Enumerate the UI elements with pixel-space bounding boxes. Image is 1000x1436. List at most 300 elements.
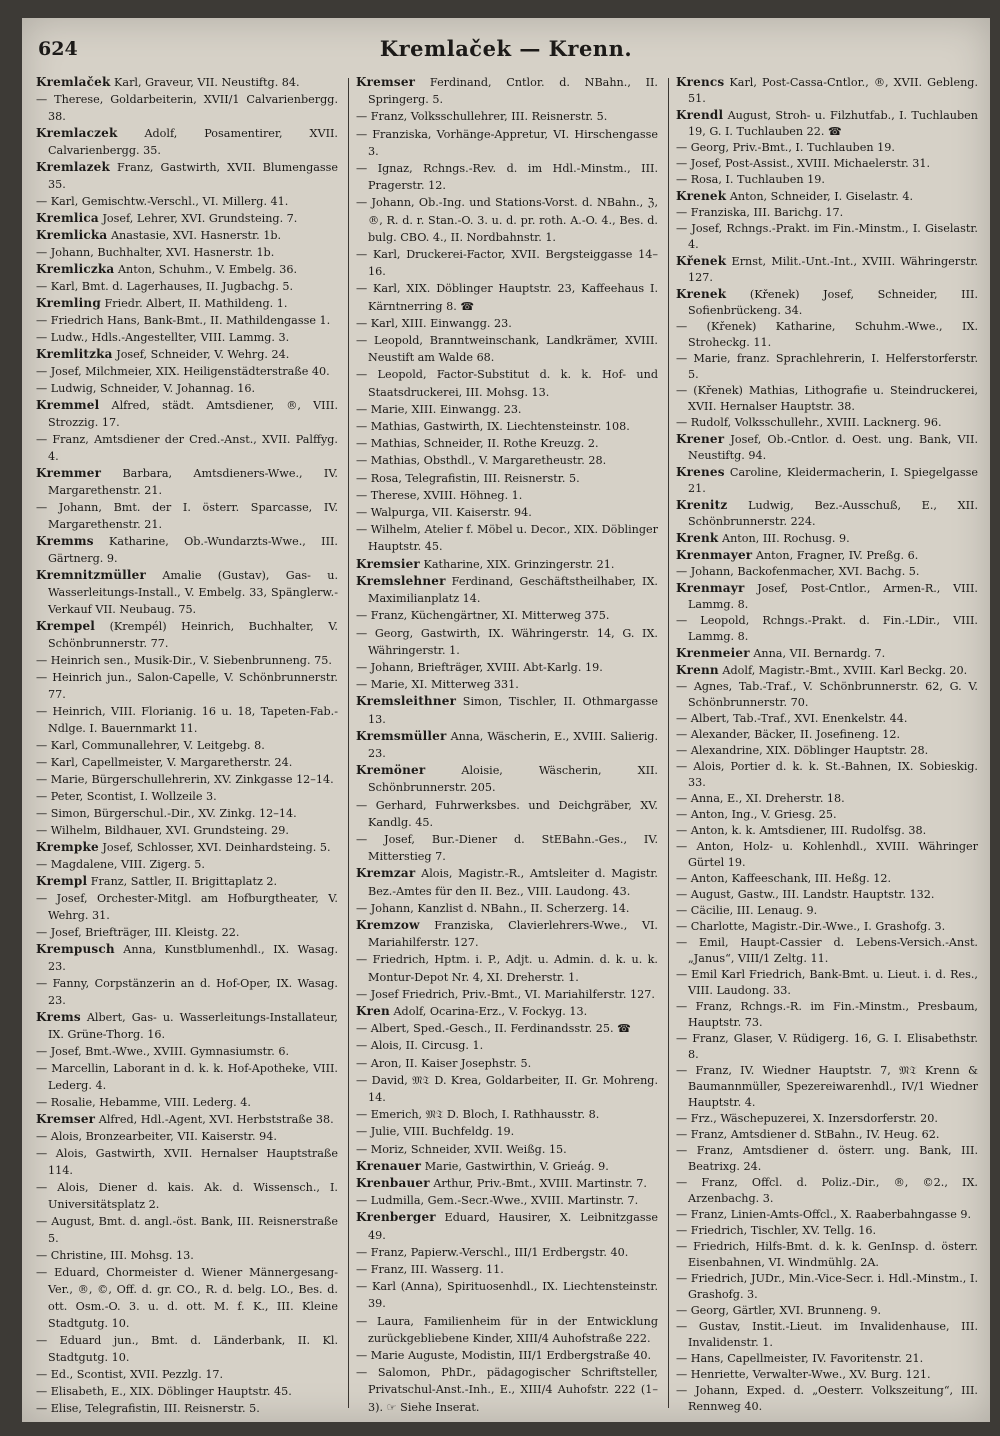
entry-details: — Agnes, Tab.-Traf., V. Schönbrunnerstr. 62, G. V. Schönbrunnerstr. 70.	[676, 680, 978, 709]
entry-details: Ernst, Milit.-Unt.-Int., XVIII. Währingerstr. 127.	[688, 255, 978, 284]
entry-details: — Leopold, Factor-Substitut d. k. k. Hof- und Staatsdruckerei, III. Mohsg. 13.	[356, 368, 658, 399]
directory-entry	[36, 924, 338, 941]
directory-entry	[676, 172, 978, 188]
entry-details: — Frz., Wäschepuzerei, X. Inzersdorferstr. 20.	[676, 1112, 938, 1125]
entry-details: — Fanny, Corpstänzerin an d. Hof-Oper, IX. Wasag. 23.	[36, 977, 338, 1007]
directory-entry	[356, 1175, 658, 1192]
directory-entry	[356, 504, 658, 521]
entry-details: — Friedrich, Hptm. i. P., Adjt. u. Admin. d. k. u. k. Montur-Depot Nr. 4, XI. Dreherstr. 1.	[356, 953, 658, 984]
directory-entry	[36, 329, 338, 346]
entry-details: Josef, Post-Cntlor., Armen-R., VIII. Lammg. 8.	[688, 582, 978, 611]
directory-entry	[676, 1239, 978, 1271]
entry-details: Amalie (Gustav), Gas- u. Wasserleitungs-Install., V. Embelg. 33, Spänglerw.-Verkauf VII. Neubaug. 75.	[48, 569, 338, 616]
page-number: 624	[38, 38, 78, 60]
directory-entry	[356, 194, 658, 246]
entry-details: — Hans, Capellmeister, IV. Favoritenstr. 21.	[676, 1352, 924, 1365]
column-divider	[348, 78, 349, 1408]
entry-details: — Elisabeth, E., XIX. Döblinger Hauptstr. 45.	[36, 1385, 292, 1398]
entry-details: — Rosa, I. Tuchlauben 19.	[676, 173, 825, 186]
entry-details: — Alois, II. Circusg. 1.	[356, 1039, 484, 1053]
entry-details: — Franz, III. Wasserg. 11.	[356, 1263, 504, 1277]
directory-entry	[676, 1127, 978, 1143]
entry-details: — Cäcilie, III. Lenaug. 9.	[676, 904, 818, 917]
directory-entry	[676, 935, 978, 967]
directory-entry	[356, 831, 658, 865]
directory-entry	[356, 246, 658, 280]
entry-details: — Heinrich jun., Salon-Capelle, V. Schönbrunnerstr. 77.	[36, 671, 338, 701]
directory-entry	[36, 261, 338, 278]
directory-entry	[676, 903, 978, 919]
entry-details: — Emerich, 𝔐𝔗 D. Bloch, I. Rathhausstr. 8.	[356, 1108, 600, 1122]
entry-details: — Marie, XIII. Einwangg. 23.	[356, 402, 522, 416]
directory-entry	[676, 107, 978, 140]
entry-surname: Kremser	[36, 1112, 96, 1126]
entry-details: Eduard, Hausirer, X. Leibnitzgasse 49.	[368, 1211, 658, 1242]
directory-entry	[36, 1179, 338, 1213]
entry-details: — Eduard, Chormeister d. Wiener Männergesang-Ver., ®, ©, Off. d. gr. CO., R. d. belg. LO., Bes. d. ott. Osm.-O. 3. u. d. ott. M. f. K., III. Kleine Stadtgutg. 10.	[36, 1266, 338, 1330]
directory-entry	[36, 1213, 338, 1247]
directory-entry	[356, 1278, 658, 1312]
directory-entry	[356, 435, 658, 452]
directory-entry	[356, 1244, 658, 1261]
entry-details: — Peter, Scontist, I. Wollzeile 3.	[36, 790, 217, 803]
directory-entry	[36, 1009, 338, 1043]
entry-surname: Krenitz	[676, 498, 728, 512]
directory-entry	[36, 363, 338, 380]
entry-details: Anton, III. Rochusg. 9.	[718, 532, 850, 545]
entry-details: — Johann, Buchhalter, XVI. Hasnerstr. 1b.	[36, 246, 275, 259]
entry-details: Josef, Ob.-Cntlor. d. Oest. ung. Bank, VII. Neustiftg. 94.	[688, 433, 978, 462]
entry-details: — Josef, Briefträger, III. Kleistg. 22.	[36, 926, 240, 939]
entry-details: — David, 𝔐𝔗 D. Krea, Goldarbeiter, II. Gr. Mohreng. 14.	[356, 1073, 658, 1104]
directory-entry	[676, 645, 978, 662]
entry-surname: Krempusch	[36, 942, 115, 956]
directory-entry	[36, 771, 338, 788]
directory-entry	[356, 487, 658, 504]
entry-surname: Kremms	[36, 534, 94, 548]
entry-details: Josef, Lehrer, XVI. Grundsteing. 7.	[98, 212, 298, 225]
directory-entry	[36, 941, 338, 975]
directory-entry	[36, 856, 338, 873]
directory-entry	[676, 1111, 978, 1127]
entry-surname: Krendl	[676, 108, 724, 122]
directory-entry	[356, 676, 658, 693]
directory-entry	[356, 1261, 658, 1278]
directory-entry	[676, 383, 978, 415]
entry-details: — Aron, II. Kaiser Josephstr. 5.	[356, 1056, 532, 1070]
directory-entry	[36, 737, 338, 754]
entry-details: Caroline, Kleidermacherin, I. Spiegelgasse 21.	[688, 466, 978, 495]
entry-details: — Ludw., Hdls.-Angestellter, VIII. Lammg. 3.	[36, 331, 290, 344]
entry-details: Katharine, Ob.-Wundarzts-Wwe., III. Gärtnerg. 9.	[48, 535, 338, 565]
entry-details: — Anna, E., XI. Dreherstr. 18.	[676, 792, 845, 805]
directory-entry	[676, 564, 978, 580]
entry-details: Franz, Sattler, II. Brigittaplatz 2.	[87, 875, 278, 888]
entry-details: Karl, Graveur, VII. Neustiftg. 84.	[110, 76, 300, 89]
directory-column-2	[356, 74, 658, 1418]
directory-entry	[676, 613, 978, 645]
directory-entry	[676, 807, 978, 823]
entry-details: Alfred, städt. Amtsdiener, ®, VIII. Strozzig. 17.	[48, 399, 338, 429]
directory-entry	[676, 791, 978, 807]
directory-entry	[36, 91, 338, 125]
directory-entry	[36, 1043, 338, 1060]
directory-entry	[676, 1223, 978, 1239]
directory-entry	[676, 351, 978, 383]
directory-entry	[676, 839, 978, 871]
entry-details: — August, Bmt. d. angl.-öst. Bank, III. Reisnerstraße 5.	[36, 1215, 338, 1245]
entry-details: Adolf, Ocarina-Erz., V. Fockyg. 13.	[389, 1004, 588, 1018]
entry-details: — Alois, Gastwirth, XVII. Hernalser Hauptstraße 114.	[36, 1147, 338, 1177]
entry-details: — Rudolf, Volksschullehr., XVIII. Lacknerg. 96.	[676, 416, 942, 429]
directory-entry	[676, 140, 978, 156]
entry-details: Ferdinand, Geschäftstheilhaber, IX. Maximilianplatz 14.	[368, 574, 658, 606]
directory-entry	[676, 871, 978, 887]
directory-entry	[36, 1145, 338, 1179]
entry-details: — Karl, XIII. Einwangg. 23.	[356, 316, 512, 330]
directory-entry	[36, 890, 338, 924]
entry-details: Katharine, XIX. Grinzingerstr. 21.	[419, 557, 615, 571]
directory-entry	[356, 108, 658, 125]
directory-entry	[356, 900, 658, 917]
entry-surname: Kremlazek	[36, 160, 110, 174]
directory-entry	[36, 1094, 338, 1111]
directory-entry	[676, 1303, 978, 1319]
entry-details: — Johann, Backofenmacher, XVI. Bachg. 5.	[676, 565, 920, 578]
directory-entry	[36, 873, 338, 890]
entry-surname: Kremnitzmüller	[36, 568, 147, 582]
entry-details: Alois, Magistr.-R., Amtsleiter d. Magistr. Bez.-Amtes für den II. Bez., VIII. Laudong. 43.	[368, 867, 658, 898]
directory-entry	[356, 693, 658, 727]
entry-details: Simon, Tischler, II. Othmargasse 13.	[368, 695, 658, 726]
directory-entry	[36, 227, 338, 244]
entry-surname: Kremsleithner	[356, 694, 457, 709]
directory-entry	[356, 452, 658, 469]
entry-details: — Ignaz, Rchngs.-Rev. d. im Hdl.-Minstm., III. Pragerstr. 12.	[356, 162, 658, 193]
entry-details: — Franziska, Vorhänge-Appretur, VI. Hirschengasse 3.	[356, 127, 658, 158]
entry-details: Ferdinand, Cntlor. d. NBahn., II. Springerg. 5.	[368, 76, 658, 107]
entry-details: — Mathias, Gastwirth, IX. Liechtensteinstr. 108.	[356, 420, 630, 434]
entry-surname: Krenes	[676, 465, 725, 479]
entry-details: Franziska, Clavierlehrers-Wwe., VI. Mariahilferstr. 127.	[368, 918, 658, 950]
directory-entry	[356, 280, 658, 314]
directory-entry	[676, 205, 978, 221]
entry-details: — Franz, Rchngs.-R. im Fin.-Minstm., Presbaum, Hauptstr. 73.	[676, 1000, 978, 1029]
directory-entry	[676, 253, 978, 286]
directory-entry	[356, 1364, 658, 1416]
entry-surname: Kremmel	[36, 398, 100, 412]
directory-entry	[356, 762, 658, 796]
directory-entry	[676, 431, 978, 464]
directory-entry	[36, 74, 338, 91]
directory-entry	[36, 125, 338, 159]
entry-details: — Georg, Gärtler, XVI. Brunneng. 9.	[676, 1304, 882, 1317]
directory-entry	[676, 711, 978, 727]
entry-surname: Kremöner	[356, 763, 426, 778]
entry-details: — Therese, XVIII. Höhneg. 1.	[356, 488, 523, 502]
directory-page	[22, 18, 990, 1422]
entry-details: Anton, Fragner, IV. Preßg. 6.	[752, 549, 919, 562]
entry-details: — Anton, k. k. Amtsdiener, III. Rudolfsg. 38.	[676, 824, 927, 837]
entry-details: — Franz, Amtsdiener d. StBahn., IV. Heug. 62.	[676, 1128, 940, 1141]
directory-entry	[676, 679, 978, 711]
entry-details: — Josef, Bur.-Diener d. StEBahn.-Ges., IV. Mitterstieg 7.	[356, 832, 658, 864]
directory-entry	[676, 887, 978, 903]
entry-details: — Friedrich, Hilfs-Bmt. d. k. k. GenInsp. d. österr. Eisenbahnen, VI. Windmühlg. 2A.	[676, 1240, 978, 1269]
directory-entry	[356, 1106, 658, 1123]
entry-details: Adolf, Magistr.-Bmt., XVIII. Karl Beckg. 20.	[718, 664, 968, 677]
directory-entry	[676, 967, 978, 999]
entry-surname: Krempl	[36, 874, 88, 888]
directory-entry	[356, 728, 658, 762]
directory-entry	[676, 999, 978, 1031]
directory-entry	[676, 1383, 978, 1415]
entry-details: — Marie, Bürgerschullehrerin, XV. Zinkgasse 12–14.	[36, 773, 334, 786]
directory-entry	[356, 401, 658, 418]
directory-entry	[36, 1060, 338, 1094]
directory-entry	[676, 415, 978, 431]
entry-surname: Krenbauer	[356, 1176, 430, 1190]
directory-entry	[676, 1063, 978, 1111]
entry-details: — Ludwig, Schneider, V. Johannag. 16.	[36, 382, 255, 395]
entry-surname: Kremliczka	[36, 262, 115, 276]
directory-entry	[356, 573, 658, 607]
entry-details: Anna, VII. Bernardg. 7.	[749, 647, 886, 660]
entry-surname: Kremlaczek	[36, 126, 118, 140]
directory-entry	[356, 1313, 658, 1347]
entry-surname: Krenk	[676, 531, 719, 545]
entry-details: — Leopold, Branntweinschank, Landkrämer, XVIII. Neustift am Walde 68.	[356, 334, 658, 365]
entry-details: — Karl, Communallehrer, V. Leitgebg. 8.	[36, 739, 265, 752]
entry-details: — Rosalie, Hebamme, VIII. Lederg. 4.	[36, 1096, 251, 1109]
entry-details: — Laura, Familienheim für in der Entwicklung zurückgebliebene Kinder, XIII/4 Auhofstraße 222.	[356, 1314, 658, 1345]
directory-entry	[356, 1003, 658, 1020]
directory-entry	[36, 975, 338, 1009]
directory-entry	[356, 1123, 658, 1140]
directory-entry	[676, 662, 978, 679]
directory-entry	[356, 470, 658, 487]
entry-details: — Marcellin, Laborant in d. k. k. Hof-Apotheke, VIII. Lederg. 4.	[36, 1062, 338, 1092]
entry-details: — Ludmilla, Gem.-Secr.-Wwe., XVIII. Martinstr. 7.	[356, 1194, 639, 1208]
entry-surname: Kremslehner	[356, 573, 446, 588]
entry-details: — Alexander, Bäcker, II. Josefineng. 12.	[676, 728, 901, 741]
entry-details: August, Stroh- u. Filzhutfab., I. Tuchlauben 19, G. I. Tuchlauben 22. ☎	[688, 109, 978, 138]
directory-entry	[36, 1128, 338, 1145]
entry-details: — Johann, Exped. d. „Oesterr. Volkszeitung“, III. Rennweg 40.	[676, 1384, 978, 1413]
directory-entry	[356, 1347, 658, 1364]
entry-details: — Franz, Papierw.-Verschl., III/1 Erdbergstr. 40.	[356, 1245, 629, 1259]
directory-entry	[676, 580, 978, 613]
entry-details: — Marie, franz. Sprachlehrerin, I. Helferstorferstr. 5.	[676, 352, 978, 381]
directory-entry	[676, 188, 978, 205]
entry-surname: Krenmayer	[676, 548, 753, 562]
entry-details: — Heinrich sen., Musik-Dir., V. Siebenbrunneng. 75.	[36, 654, 332, 667]
directory-entry	[356, 986, 658, 1003]
entry-details: Anastasie, XVI. Hasnerstr. 1b.	[107, 229, 282, 242]
directory-entry	[36, 652, 338, 669]
entry-details: Josef, Schneider, V. Wehrg. 24.	[112, 348, 290, 361]
directory-entry	[676, 547, 978, 564]
entry-surname: Krenberger	[356, 1210, 436, 1225]
directory-entry	[676, 286, 978, 319]
entry-details: — Heinrich, VIII. Florianig. 16 u. 18, Tapeten-Fab.-Ndlge. I. Bauernmarkt 11.	[36, 705, 338, 735]
entry-details: — Johann, Bmt. der I. österr. Sparcasse, IV. Margarethenstr. 21.	[36, 501, 338, 531]
entry-details: — Rosa, Telegrafistin, III. Reisnerstr. 5.	[356, 471, 580, 485]
directory-entry	[36, 533, 338, 567]
entry-details: — Therese, Goldarbeiterin, XVII/1 Calvarienbergg. 38.	[36, 93, 338, 123]
entry-details: Josef, Schlosser, XVI. Deinhardsteing. 5.	[98, 841, 331, 854]
entry-details: — Wilhelm, Atelier f. Möbel u. Decor., XIX. Döblinger Hauptstr. 45.	[356, 523, 658, 554]
entry-details: — Friedrich Hans, Bank-Bmt., II. Mathildengasse 1.	[36, 314, 331, 327]
directory-entry	[36, 397, 338, 431]
entry-details: — Alexandrine, XIX. Döblinger Hauptstr. 28.	[676, 744, 929, 757]
entry-details: — Henriette, Verwalter-Wwe., XV. Burg. 121.	[676, 1368, 931, 1381]
entry-details: — Karl (Anna), Spirituosenhdl., IX. Liechtensteinstr. 39.	[356, 1280, 658, 1311]
column-divider	[668, 78, 669, 1408]
directory-columns	[36, 74, 982, 1418]
entry-details: Aloisie, Wäscherin, XII. Schönbrunnerstr. 205.	[368, 764, 658, 795]
entry-details: — Eduard jun., Bmt. d. Länderbank, II. Kl. Stadtgutg. 10.	[36, 1334, 338, 1364]
directory-entry	[36, 1264, 338, 1332]
directory-entry	[36, 499, 338, 533]
entry-surname: Krencs	[676, 75, 725, 89]
directory-entry	[676, 919, 978, 935]
directory-entry	[356, 1072, 658, 1106]
entry-surname: Kremzow	[356, 917, 420, 932]
entry-surname: Kremzar	[356, 866, 416, 881]
directory-entry	[36, 822, 338, 839]
entry-details: — Gerhard, Fuhrwerksbes. und Deichgräber, XV. Kandlg. 45.	[356, 798, 658, 829]
directory-entry	[36, 1247, 338, 1264]
directory-entry	[356, 366, 658, 400]
entry-details: — Josef, Post-Assist., XVIII. Michaelerstr. 31.	[676, 157, 931, 170]
entry-details: Franz, Gastwirth, XVII. Blumengasse 35.	[48, 161, 338, 191]
directory-entry	[36, 669, 338, 703]
entry-surname: Krenn	[676, 663, 719, 677]
entry-surname: Kremser	[356, 75, 416, 89]
entry-details: — Magdalene, VIII. Zigerg. 5.	[36, 858, 205, 871]
entry-details: — Marie, XI. Mitterweg 331.	[356, 678, 519, 692]
entry-details: — Franz, IV. Wiedner Hauptstr. 7, 𝔐𝔗 Krenn & Baumannmüller, Spezereiwarenhdl., IV/1 Wiedner Hauptstr. 4.	[676, 1064, 978, 1109]
entry-surname: Kremling	[36, 296, 101, 310]
directory-entry	[36, 788, 338, 805]
directory-entry	[676, 74, 978, 107]
entry-surname: Krems	[36, 1010, 81, 1024]
entry-details: Arthur, Priv.-Bmt., XVIII. Martinstr. 7.	[429, 1177, 647, 1190]
entry-details: — Georg, Gastwirth, IX. Währingerstr. 14, G. IX. Währingerstr. 1.	[356, 626, 658, 657]
entry-details: — Franz, Amtsdiener der Cred.-Anst., XVII. Palffyg. 4.	[36, 433, 338, 463]
entry-details: — Karl, Gemischtw.-Verschl., VI. Millerg. 41.	[36, 195, 289, 208]
entry-details: — (Křenek) Mathias, Lithografie u. Steindruckerei, XVII. Hernalser Hauptstr. 38.	[676, 384, 978, 413]
entry-details: Barbara, Amtsdieners-Wwe., IV. Margarethenstr. 21.	[48, 467, 338, 497]
entry-details: — Alois, Portier d. k. k. St.-Bahnen, IX. Sobieskig. 33.	[676, 760, 978, 789]
entry-details: — Mathias, Schneider, II. Rothe Kreuzg. 2.	[356, 437, 599, 451]
entry-details: — Josef, Rchngs.-Prakt. im Fin.-Minstm., I. Giselastr. 4.	[676, 222, 978, 251]
entry-details: — Salomon, PhDr., pädagogischer Schriftsteller, Privatschul-Anst.-Inh., E., XIII/4 Auhofstr. 222 (1–3). ☞ Siehe Inserat.	[356, 1366, 658, 1414]
entry-details: — Friedrich, Tischler, XV. Tellg. 16.	[676, 1224, 877, 1237]
entry-details: — Alois, Bronzearbeiter, VII. Kaiserstr. 94.	[36, 1130, 277, 1143]
directory-entry	[36, 431, 338, 465]
page-header	[22, 18, 990, 76]
entry-details: — Josef, Milchmeier, XIX. Heiligenstädterstraße 40.	[36, 365, 330, 378]
entry-surname: Krenmayr	[676, 581, 745, 595]
directory-entry	[356, 865, 658, 899]
directory-entry	[676, 1367, 978, 1383]
directory-entry	[36, 380, 338, 397]
directory-entry	[356, 332, 658, 366]
entry-details: — August, Gastw., III. Landstr. Hauptstr. 132.	[676, 888, 935, 901]
entry-details: — Wilhelm, Bildhauer, XVI. Grundsteing. 29.	[36, 824, 289, 837]
entry-details: (Krempél) Heinrich, Buchhalter, V. Schönbrunnerstr. 77.	[48, 620, 338, 650]
directory-entry	[356, 418, 658, 435]
entry-details: — Josef, Bmt.-Wwe., XVIII. Gymnasiumstr. 6.	[36, 1045, 290, 1058]
entry-details: — Franz, Linien-Amts-Offcl., X. Raaberbahngasse 9.	[676, 1208, 972, 1221]
directory-entry	[676, 464, 978, 497]
entry-surname: Kremlaček	[36, 75, 111, 89]
directory-entry	[676, 1207, 978, 1223]
directory-entry	[356, 797, 658, 831]
directory-entry	[356, 659, 658, 676]
entry-details: — Johann, Briefträger, XVIII. Abt-Karlg. 19.	[356, 660, 603, 674]
entry-details: — Elise, Telegrafistin, III. Reisnerstr. 5.	[36, 1402, 260, 1415]
entry-details: — Albert, Tab.-Traf., XVI. Enenkelstr. 44.	[676, 712, 908, 725]
directory-entry	[676, 1175, 978, 1207]
entry-surname: Krempke	[36, 840, 99, 854]
directory-entry	[36, 278, 338, 295]
entry-details: — Gustav, Instit.-Lieut. im Invalidenhause, III. Invalidenstr. 1.	[676, 1320, 978, 1349]
entry-details: Anton, Schneider, I. Giselastr. 4.	[726, 190, 914, 203]
directory-entry	[36, 703, 338, 737]
directory-column-3	[676, 74, 978, 1418]
directory-entry	[356, 126, 658, 160]
directory-entry	[356, 625, 658, 659]
directory-entry	[676, 530, 978, 547]
entry-details: Alfred, Hdl.-Agent, XVI. Herbststraße 38.	[95, 1113, 334, 1126]
entry-surname: Křenek	[676, 254, 727, 268]
entry-details: Anna, Wäscherin, E., XVIII. Salierig. 23.	[368, 729, 658, 760]
entry-surname: Kremsier	[356, 556, 420, 571]
running-head: Kremlaček — Krenn.	[379, 36, 633, 61]
directory-entry	[356, 607, 658, 624]
entry-details: — Franz, Volksschullehrer, III. Reisnerstr. 5.	[356, 110, 608, 124]
entry-surname: Kremlitzka	[36, 347, 113, 361]
entry-details: — Simon, Bürgerschul.-Dir., XV. Zinkg. 12–14.	[36, 807, 297, 820]
directory-entry	[356, 74, 658, 108]
directory-entry	[356, 917, 658, 951]
directory-entry	[676, 823, 978, 839]
entry-surname: Kren	[356, 1003, 390, 1018]
entry-details: Marie, Gastwirthin, V. Grieág. 9.	[421, 1159, 609, 1173]
directory-entry	[36, 839, 338, 856]
directory-entry	[676, 319, 978, 351]
directory-entry	[676, 221, 978, 253]
entry-details: — Julie, VIII. Buchfeldg. 19.	[356, 1125, 515, 1139]
directory-entry	[676, 1319, 978, 1351]
entry-surname: Krenmeier	[676, 646, 750, 660]
entry-surname: Krener	[676, 432, 725, 446]
entry-surname: Kremsmüller	[356, 728, 447, 743]
directory-entry	[356, 1209, 658, 1243]
directory-entry	[356, 556, 658, 573]
directory-entry	[676, 497, 978, 530]
entry-details: Albert, Gas- u. Wasserleitungs-Installateur, IX. Grüne-Thorg. 16.	[48, 1011, 338, 1041]
entry-details: — Johann, Kanzlist d. NBahn., II. Scherzerg. 14.	[356, 901, 630, 915]
entry-details: — Moriz, Schneider, XVII. Weißg. 15.	[356, 1142, 567, 1156]
entry-details: — (Křenek) Katharine, Schuhm.-Wwe., IX. Stroheckg. 11.	[676, 320, 978, 349]
entry-details: — Walpurga, VII. Kaiserstr. 94.	[356, 506, 532, 520]
entry-details: — Karl, XIX. Döblinger Hauptstr. 23, Kaffeehaus I. Kärntnerring 8. ☎	[356, 282, 658, 313]
directory-entry	[36, 1111, 338, 1128]
